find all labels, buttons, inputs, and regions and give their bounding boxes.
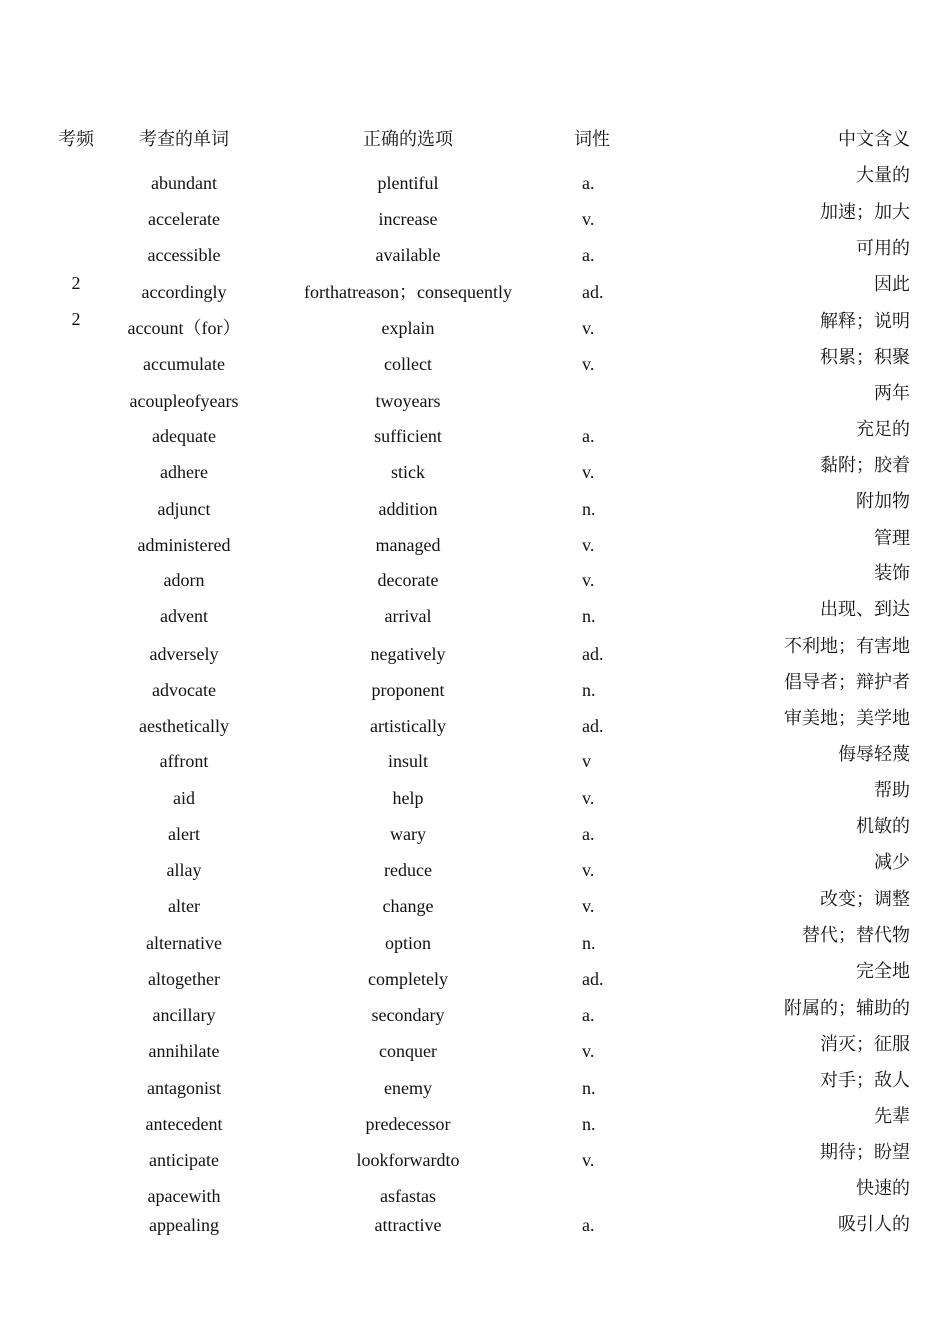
row-part-of-speech: v. bbox=[582, 788, 595, 808]
row-chinese-meaning: 附加物 bbox=[856, 491, 910, 512]
row-chinese-meaning: 改变；调整 bbox=[820, 889, 910, 910]
row-chinese-meaning: 完全地 bbox=[856, 961, 910, 982]
header-frequency: 考频 bbox=[58, 129, 94, 150]
row-part-of-speech: a. bbox=[582, 173, 595, 193]
row-part-of-speech: n. bbox=[582, 606, 596, 626]
table-header bbox=[0, 0, 950, 160]
row-correct-option: lookforwardto bbox=[356, 1150, 460, 1170]
row-chinese-meaning: 审美地；美学地 bbox=[784, 708, 910, 729]
row-chinese-meaning: 替代；替代物 bbox=[802, 925, 910, 946]
row-word: advocate bbox=[152, 680, 216, 700]
row-part-of-speech: ad. bbox=[582, 644, 604, 664]
row-word: alter bbox=[168, 896, 200, 916]
row-correct-option: wary bbox=[390, 824, 426, 844]
row-part-of-speech: v. bbox=[582, 354, 595, 374]
row-word: accumulate bbox=[143, 354, 225, 374]
row-part-of-speech: v. bbox=[582, 209, 595, 229]
row-word: anticipate bbox=[149, 1150, 219, 1170]
row-chinese-meaning: 对手；敌人 bbox=[820, 1070, 910, 1091]
row-chinese-meaning: 期待；盼望 bbox=[820, 1142, 910, 1163]
row-correct-option: available bbox=[375, 245, 441, 265]
row-chinese-meaning: 两年 bbox=[874, 383, 910, 404]
row-word: account（for） bbox=[127, 318, 241, 338]
row-chinese-meaning: 加速；加大 bbox=[820, 202, 910, 223]
row-word: annihilate bbox=[148, 1041, 220, 1061]
row-part-of-speech: a. bbox=[582, 1005, 595, 1025]
row-part-of-speech: ad. bbox=[582, 969, 604, 989]
row-part-of-speech: v. bbox=[582, 318, 595, 338]
row-correct-option: plentiful bbox=[377, 173, 439, 193]
row-correct-option: proponent bbox=[371, 680, 445, 700]
row-word: adorn bbox=[163, 570, 205, 590]
row-word: alternative bbox=[146, 933, 222, 953]
row-chinese-meaning: 帮助 bbox=[874, 780, 910, 801]
row-part-of-speech: a. bbox=[582, 245, 595, 265]
row-correct-option: predecessor bbox=[365, 1114, 451, 1134]
row-word: administered bbox=[137, 535, 231, 555]
row-chinese-meaning: 消灭；征服 bbox=[820, 1034, 910, 1055]
row-part-of-speech: v. bbox=[582, 896, 595, 916]
row-chinese-meaning: 吸引人的 bbox=[838, 1214, 910, 1235]
row-correct-option: increase bbox=[378, 209, 438, 229]
row-part-of-speech: a. bbox=[582, 824, 595, 844]
row-chinese-meaning: 积累；积聚 bbox=[820, 347, 910, 368]
row-part-of-speech: a. bbox=[582, 426, 595, 446]
row-word: alert bbox=[168, 824, 200, 844]
row-chinese-meaning: 不利地；有害地 bbox=[784, 636, 910, 657]
row-chinese-meaning: 可用的 bbox=[856, 238, 910, 259]
row-word: accessible bbox=[147, 245, 221, 265]
row-word: advent bbox=[160, 606, 208, 626]
header-word: 考查的单词 bbox=[139, 129, 229, 150]
row-part-of-speech: v. bbox=[582, 535, 595, 555]
row-word: allay bbox=[166, 860, 202, 880]
row-correct-option: reduce bbox=[384, 860, 432, 880]
row-correct-option: attractive bbox=[374, 1215, 442, 1235]
row-chinese-meaning: 附属的；辅助的 bbox=[784, 998, 910, 1019]
header-part-of-speech: 词性 bbox=[574, 129, 610, 150]
row-correct-option: option bbox=[384, 933, 431, 953]
row-part-of-speech: n. bbox=[582, 680, 596, 700]
row-correct-option: artistically bbox=[370, 716, 446, 736]
row-word: abundant bbox=[151, 173, 217, 193]
row-part-of-speech: n. bbox=[582, 1114, 596, 1134]
row-correct-option: secondary bbox=[371, 1005, 445, 1025]
row-part-of-speech: v. bbox=[582, 462, 595, 482]
row-correct-option: negatively bbox=[370, 644, 446, 664]
row-correct-option: stick bbox=[391, 462, 425, 482]
row-part-of-speech: v. bbox=[582, 860, 595, 880]
row-word: antagonist bbox=[147, 1078, 221, 1098]
row-word: adhere bbox=[160, 462, 208, 482]
row-correct-option: collect bbox=[384, 354, 432, 374]
row-chinese-meaning: 充足的 bbox=[856, 419, 910, 440]
row-part-of-speech: a. bbox=[582, 1215, 595, 1235]
row-chinese-meaning: 解释；说明 bbox=[820, 311, 910, 332]
header-chinese-meaning: 中文含义 bbox=[838, 129, 910, 150]
row-word: accordingly bbox=[141, 282, 227, 302]
row-word: antecedent bbox=[145, 1114, 223, 1134]
row-correct-option: change bbox=[382, 896, 434, 916]
row-word: aesthetically bbox=[139, 716, 229, 736]
header-correct-option: 正确的选项 bbox=[363, 129, 453, 150]
row-correct-option: help bbox=[392, 788, 424, 808]
row-word: adversely bbox=[149, 644, 219, 664]
row-part-of-speech: v. bbox=[582, 1041, 595, 1061]
row-part-of-speech: n. bbox=[582, 1078, 596, 1098]
row-chinese-meaning: 因此 bbox=[874, 274, 910, 295]
row-word: accelerate bbox=[148, 209, 220, 229]
row-correct-option: insult bbox=[387, 751, 428, 771]
row-word: ancillary bbox=[152, 1005, 216, 1025]
row-word: aid bbox=[173, 788, 195, 808]
row-chinese-meaning: 倡导者；辩护者 bbox=[784, 672, 910, 693]
row-chinese-meaning: 出现、到达 bbox=[820, 599, 910, 620]
row-chinese-meaning: 黏附；胶着 bbox=[820, 455, 910, 476]
row-chinese-meaning: 先辈 bbox=[874, 1106, 910, 1127]
row-part-of-speech: n. bbox=[582, 499, 596, 519]
row-word: adjunct bbox=[157, 499, 211, 519]
row-chinese-meaning: 大量的 bbox=[856, 165, 910, 186]
row-word: apacewith bbox=[147, 1186, 221, 1206]
row-chinese-meaning: 管理 bbox=[874, 528, 910, 549]
row-correct-option: addition bbox=[378, 499, 438, 519]
row-correct-option: completely bbox=[368, 969, 448, 989]
row-correct-option: decorate bbox=[377, 570, 439, 590]
row-frequency: 2 bbox=[71, 309, 81, 329]
row-part-of-speech: ad. bbox=[582, 716, 604, 736]
row-part-of-speech: v. bbox=[582, 1150, 595, 1170]
row-chinese-meaning: 侮辱轻蔑 bbox=[838, 744, 910, 765]
row-word: altogether bbox=[148, 969, 220, 989]
row-correct-option: explain bbox=[381, 318, 435, 338]
row-correct-option: asfastas bbox=[380, 1186, 436, 1206]
row-word: affront bbox=[159, 751, 209, 771]
row-chinese-meaning: 装饰 bbox=[874, 563, 910, 584]
row-part-of-speech: v. bbox=[582, 570, 595, 590]
row-part-of-speech: ad. bbox=[582, 282, 604, 302]
row-chinese-meaning: 快速的 bbox=[856, 1178, 910, 1199]
row-word: adequate bbox=[152, 426, 216, 446]
row-correct-option: sufficient bbox=[374, 426, 442, 446]
row-chinese-meaning: 机敏的 bbox=[856, 816, 910, 837]
row-correct-option: conquer bbox=[379, 1041, 437, 1061]
row-word: appealing bbox=[149, 1215, 219, 1235]
row-chinese-meaning: 减少 bbox=[874, 852, 910, 873]
row-correct-option: arrival bbox=[384, 606, 432, 626]
row-correct-option: forthatreason；consequently bbox=[304, 282, 512, 302]
row-correct-option: managed bbox=[375, 535, 441, 555]
row-word: acoupleofyears bbox=[129, 391, 239, 411]
row-frequency: 2 bbox=[71, 273, 81, 293]
row-correct-option: twoyears bbox=[375, 391, 441, 411]
row-correct-option: enemy bbox=[384, 1078, 432, 1098]
row-part-of-speech: n. bbox=[582, 933, 596, 953]
row-part-of-speech: v bbox=[582, 751, 591, 771]
